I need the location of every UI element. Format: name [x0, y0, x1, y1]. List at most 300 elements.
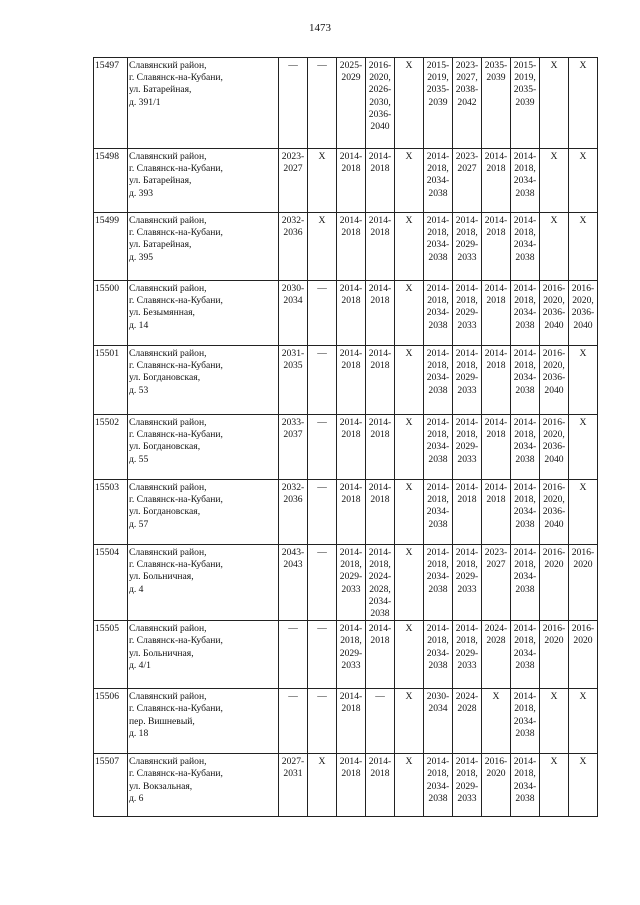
cell-line: 2033 — [457, 251, 477, 263]
address-cell — [128, 149, 279, 213]
period-cell — [395, 415, 424, 480]
cell-line: 2014- — [484, 348, 508, 359]
period-cell — [395, 689, 424, 754]
cell-line: 2020 — [486, 768, 506, 780]
cell-line: 2035 — [283, 360, 303, 372]
cell-line: 2033 — [341, 583, 361, 595]
cell-line: 2038 — [515, 518, 535, 530]
period-cell — [569, 281, 598, 346]
cell-line: 2018, — [427, 635, 449, 647]
cell-line: — — [288, 623, 298, 635]
cell-line: X — [492, 691, 500, 703]
period-cell — [366, 346, 395, 415]
period-cell — [453, 58, 482, 149]
cell-line: 2040 — [544, 453, 564, 465]
cell-line: 2018, — [514, 227, 536, 239]
cell-line: 2023- — [455, 60, 479, 71]
cell-line: д. 53 — [129, 384, 149, 396]
period-cell — [395, 545, 424, 621]
period-cell — [511, 58, 540, 149]
cell-line: — — [375, 691, 385, 703]
cell-line: д. 14 — [129, 319, 149, 331]
cell-line: 2014- — [339, 283, 363, 294]
period-cell — [511, 754, 540, 817]
period-cell — [308, 480, 337, 545]
cell-line: 2016- — [571, 547, 595, 558]
cell-line: 2028 — [457, 703, 477, 715]
cell-line: 2014- — [368, 348, 392, 359]
period-cell — [395, 346, 424, 415]
cell-line: 2032- — [281, 482, 305, 493]
cell-line: 2038 — [515, 727, 535, 739]
period-cell — [279, 480, 308, 545]
cell-line: г. Славянск-на-Кубани, — [129, 703, 223, 715]
period-cell — [424, 149, 453, 213]
cell-line: X — [405, 151, 413, 162]
period-cell — [569, 58, 598, 149]
cell-line: X — [318, 215, 326, 226]
row-number: 15500 — [94, 281, 128, 346]
table-row — [94, 689, 598, 754]
cell-line: 2014- — [426, 348, 450, 359]
cell-line: 2033 — [457, 659, 477, 671]
cell-line: — — [317, 482, 327, 493]
period-cell — [540, 346, 569, 415]
cell-line: 2019, — [514, 72, 536, 84]
period-cell — [540, 213, 569, 281]
cell-line: 2018, — [427, 768, 449, 780]
period-cell — [308, 149, 337, 213]
cell-line: 2018, — [456, 295, 478, 307]
period-cell — [482, 545, 511, 621]
cell-line: 2018 — [370, 768, 390, 780]
period-cell — [279, 149, 308, 213]
cell-line: 2043 — [283, 559, 303, 571]
cell-line: 2027- — [281, 756, 305, 768]
cell-line: X — [550, 151, 558, 162]
cell-line: 2018, — [456, 635, 478, 647]
period-cell — [453, 545, 482, 621]
cell-line: 2014- — [368, 547, 392, 558]
period-cell — [424, 754, 453, 817]
period-cell — [337, 415, 366, 480]
cell-line: 2014- — [455, 215, 479, 226]
period-cell — [279, 621, 308, 689]
row-number: 15497 — [94, 58, 128, 149]
cell-line: 2014- — [455, 756, 479, 768]
cell-line: 2020, — [369, 72, 391, 84]
table-row — [94, 480, 598, 545]
cell-line: г. Славянск-на-Кубани, — [129, 163, 223, 175]
cell-line: 2033 — [457, 319, 477, 331]
cell-line: X — [550, 215, 558, 226]
cell-line: 2029- — [339, 571, 363, 583]
cell-line: д. 55 — [129, 453, 149, 465]
cell-line: 2018 — [341, 360, 361, 372]
cell-line: 2029- — [455, 307, 479, 319]
period-cell — [511, 346, 540, 415]
cell-line: 2029- — [339, 647, 363, 659]
cell-line: 2016- — [542, 482, 566, 493]
cell-line: X — [579, 151, 587, 162]
cell-line: 2015- — [426, 60, 450, 71]
cell-line: 2015- — [513, 60, 537, 71]
cell-line: 2031- — [281, 348, 305, 359]
cell-line: 2018, — [427, 295, 449, 307]
cell-line: 2018 — [370, 429, 390, 441]
cell-line: X — [579, 756, 587, 768]
table-row — [94, 58, 598, 149]
cell-line: 2016- — [542, 623, 566, 635]
cell-line: 2038 — [515, 187, 535, 199]
cell-line: 2023- — [281, 151, 305, 162]
cell-line: 2018 — [486, 295, 506, 307]
cell-line: 2027 — [283, 163, 303, 175]
cell-line: 2014- — [368, 417, 392, 428]
period-cell — [337, 621, 366, 689]
cell-line: 2014- — [513, 151, 537, 162]
cell-line: г. Славянск-на-Кубани, — [129, 295, 223, 307]
cell-line: 2038 — [428, 251, 448, 263]
period-cell — [424, 415, 453, 480]
cell-line: 2018, — [427, 360, 449, 372]
cell-line: 2018, — [514, 703, 536, 715]
period-cell — [395, 281, 424, 346]
period-cell — [366, 58, 395, 149]
period-cell — [511, 621, 540, 689]
cell-line: 2034- — [426, 307, 450, 319]
cell-line: 2029- — [455, 441, 479, 453]
cell-line: 2014- — [339, 151, 363, 162]
cell-line: 2014- — [426, 623, 450, 635]
cell-line: 2014- — [339, 691, 363, 703]
cell-line: 2018 — [341, 163, 361, 175]
cell-line: 2016- — [571, 283, 595, 294]
address-cell — [128, 621, 279, 689]
period-cell — [337, 149, 366, 213]
cell-line: 2014- — [368, 482, 392, 493]
cell-line: 2014- — [426, 547, 450, 558]
period-cell — [395, 754, 424, 817]
cell-line: X — [579, 60, 587, 71]
cell-line: 2034- — [426, 571, 450, 583]
cell-line: 2029- — [455, 239, 479, 251]
cell-line: 2018, — [514, 163, 536, 175]
period-cell — [511, 545, 540, 621]
period-cell — [540, 149, 569, 213]
period-cell — [511, 213, 540, 281]
cell-line: д. 393 — [129, 187, 154, 199]
period-cell — [540, 621, 569, 689]
row-number: 15501 — [94, 346, 128, 415]
cell-line: 2018 — [370, 635, 390, 647]
cell-line: 2034 — [283, 295, 303, 307]
cell-line: 2034- — [426, 372, 450, 384]
cell-line: 2018, — [340, 635, 362, 647]
cell-line: 2014- — [426, 417, 450, 428]
cell-line: 2014- — [513, 348, 537, 359]
period-cell — [279, 754, 308, 817]
cell-line: 2038 — [370, 608, 390, 620]
cell-line: 2040 — [544, 518, 564, 530]
cell-line: д. 391/1 — [129, 96, 161, 108]
period-cell — [569, 346, 598, 415]
cell-line: 2014- — [513, 482, 537, 493]
cell-line: ул. Вокзальная, — [129, 780, 193, 792]
table-row — [94, 149, 598, 213]
cell-line: 2018, — [514, 494, 536, 506]
cell-line: 2014- — [339, 756, 363, 768]
register-table-body — [94, 58, 598, 817]
cell-line: 2016- — [484, 756, 508, 768]
address-cell — [128, 58, 279, 149]
cell-line: 2040 — [573, 319, 593, 331]
cell-line: ул. Богдановская, — [129, 372, 201, 384]
period-cell — [569, 689, 598, 754]
cell-line: 2034- — [513, 780, 537, 792]
period-cell — [540, 545, 569, 621]
period-cell — [337, 58, 366, 149]
cell-line: X — [579, 215, 587, 226]
cell-line: г. Славянск-на-Кубани, — [129, 768, 223, 780]
period-cell — [540, 415, 569, 480]
cell-line: 2018 — [370, 360, 390, 372]
cell-line: — — [288, 60, 298, 71]
period-cell — [279, 545, 308, 621]
cell-line: 2034- — [513, 571, 537, 583]
cell-line: 2014- — [368, 151, 392, 162]
period-cell — [308, 621, 337, 689]
cell-line: 2018, — [456, 559, 478, 571]
cell-line: 2030- — [426, 691, 450, 703]
cell-line: X — [405, 623, 413, 635]
cell-line: 2014- — [513, 547, 537, 558]
cell-line: 2038 — [428, 792, 448, 804]
period-cell — [366, 754, 395, 817]
cell-line: 2038 — [428, 187, 448, 199]
cell-line: Славянский район, — [129, 623, 207, 635]
period-cell — [482, 415, 511, 480]
cell-line: 2034- — [513, 715, 537, 727]
cell-line: 2014- — [513, 283, 537, 294]
cell-line: 2018 — [486, 227, 506, 239]
cell-line: 2018 — [341, 494, 361, 506]
cell-line: 2035- — [484, 60, 508, 71]
cell-line: 2033 — [457, 384, 477, 396]
period-cell — [337, 213, 366, 281]
cell-line: X — [405, 756, 413, 768]
cell-line: 2020, — [543, 429, 565, 441]
cell-line: 2040 — [544, 319, 564, 331]
period-cell — [366, 149, 395, 213]
cell-line: 2038- — [455, 84, 479, 96]
cell-line: д. 57 — [129, 518, 149, 530]
cell-line: Славянский район, — [129, 283, 207, 294]
cell-line: X — [579, 691, 587, 703]
period-cell — [482, 621, 511, 689]
table-row — [94, 213, 598, 281]
cell-line: 2034- — [426, 239, 450, 251]
cell-line: X — [405, 283, 413, 294]
period-cell — [279, 58, 308, 149]
cell-line: 2032- — [281, 215, 305, 226]
cell-line: X — [405, 348, 413, 359]
cell-line: 2020 — [544, 559, 564, 571]
address-cell — [128, 689, 279, 754]
cell-line: 2018, — [456, 429, 478, 441]
cell-line: X — [405, 691, 413, 703]
cell-line: 2020, — [543, 295, 565, 307]
cell-line: 2018 — [370, 494, 390, 506]
cell-line: 2014- — [426, 482, 450, 493]
table-row — [94, 754, 598, 817]
cell-line: 2016- — [542, 348, 566, 359]
cell-line: пер. Вишневый, — [129, 715, 195, 727]
period-cell — [511, 480, 540, 545]
cell-line: Славянский район, — [129, 547, 207, 558]
cell-line: 2034- — [426, 441, 450, 453]
cell-line: 2036 — [283, 227, 303, 239]
table-row — [94, 281, 598, 346]
cell-line: 2036- — [571, 307, 595, 319]
cell-line: 2024- — [368, 571, 392, 583]
cell-line: 2033 — [457, 453, 477, 465]
cell-line: ул. Батарейная, — [129, 175, 192, 187]
table-row — [94, 545, 598, 621]
cell-line: ул. Больничная, — [129, 571, 194, 583]
cell-line: 2018 — [341, 703, 361, 715]
period-cell — [453, 281, 482, 346]
period-cell — [540, 754, 569, 817]
cell-line: 2036 — [283, 494, 303, 506]
row-number: 15505 — [94, 621, 128, 689]
register-table — [93, 57, 598, 817]
cell-line: г. Славянск-на-Кубани, — [129, 72, 223, 84]
cell-line: — — [288, 691, 298, 703]
period-cell — [279, 281, 308, 346]
cell-line: 2038 — [428, 384, 448, 396]
cell-line: 2034- — [426, 175, 450, 187]
cell-line: 2036- — [542, 506, 566, 518]
cell-line: 2018 — [341, 429, 361, 441]
period-cell — [453, 621, 482, 689]
cell-line: 2035- — [513, 84, 537, 96]
period-cell — [569, 754, 598, 817]
cell-line: X — [405, 215, 413, 226]
period-cell — [366, 415, 395, 480]
cell-line: 2014- — [484, 283, 508, 294]
cell-line: 2029- — [455, 372, 479, 384]
cell-line: 2034 — [428, 703, 448, 715]
cell-line: Славянский район, — [129, 215, 207, 226]
cell-line: 2034- — [368, 595, 392, 607]
period-cell — [482, 754, 511, 817]
period-cell — [569, 480, 598, 545]
cell-line: — — [317, 283, 327, 294]
cell-line: Славянский район, — [129, 417, 207, 428]
cell-line: X — [405, 482, 413, 493]
cell-line: 2027 — [486, 559, 506, 571]
period-cell — [395, 480, 424, 545]
period-cell — [308, 754, 337, 817]
period-cell — [569, 415, 598, 480]
cell-line: 2023- — [455, 151, 479, 162]
period-cell — [424, 621, 453, 689]
period-cell — [308, 689, 337, 754]
cell-line: 2014- — [484, 215, 508, 226]
cell-line: 2014- — [426, 151, 450, 162]
period-cell — [482, 689, 511, 754]
cell-line: ул. Батарейная, — [129, 239, 192, 251]
cell-line: 2036- — [368, 108, 392, 120]
period-cell — [569, 621, 598, 689]
cell-line: 2035- — [426, 84, 450, 96]
cell-line: 2034- — [513, 239, 537, 251]
cell-line: 2014- — [455, 547, 479, 558]
cell-line: 2034- — [513, 307, 537, 319]
cell-line: 2014- — [426, 756, 450, 768]
period-cell — [395, 621, 424, 689]
cell-line: 2018 — [486, 360, 506, 372]
cell-line: 2014- — [455, 417, 479, 428]
cell-line: 2018, — [456, 227, 478, 239]
cell-line: Славянский район, — [129, 691, 207, 703]
page-number: 1473 — [309, 22, 331, 34]
cell-line: 2014- — [339, 482, 363, 493]
cell-line: 2014- — [339, 215, 363, 226]
cell-line: 2038 — [515, 251, 535, 263]
period-cell — [308, 545, 337, 621]
period-cell — [366, 213, 395, 281]
cell-line: 2023- — [484, 547, 508, 558]
cell-line: г. Славянск-на-Кубани, — [129, 360, 223, 372]
period-cell — [424, 480, 453, 545]
cell-line: 2020 — [544, 635, 564, 647]
cell-line: 2034- — [513, 175, 537, 187]
address-cell — [128, 754, 279, 817]
cell-line: 2034- — [513, 647, 537, 659]
cell-line: X — [579, 417, 587, 428]
cell-line: 2018 — [457, 494, 477, 506]
cell-line: г. Славянск-на-Кубани, — [129, 494, 223, 506]
cell-line: д. 395 — [129, 251, 154, 263]
period-cell — [279, 346, 308, 415]
cell-line: 2028 — [486, 635, 506, 647]
cell-line: 2036- — [542, 307, 566, 319]
cell-line: 2038 — [515, 583, 535, 595]
cell-line: 2014- — [513, 756, 537, 768]
cell-line: 2030- — [281, 283, 305, 294]
cell-line: 2038 — [428, 583, 448, 595]
row-number: 15499 — [94, 213, 128, 281]
address-cell — [128, 213, 279, 281]
cell-line: 2034- — [513, 372, 537, 384]
cell-line: 2020 — [573, 559, 593, 571]
cell-line: 2018 — [341, 227, 361, 239]
cell-line: 2014- — [368, 623, 392, 635]
period-cell — [482, 346, 511, 415]
cell-line: г. Славянск-на-Кубани, — [129, 429, 223, 441]
period-cell — [453, 754, 482, 817]
period-cell — [569, 213, 598, 281]
address-cell — [128, 415, 279, 480]
period-cell — [424, 545, 453, 621]
cell-line: г. Славянск-на-Кубани, — [129, 559, 223, 571]
period-cell — [482, 480, 511, 545]
cell-line: 2038 — [515, 659, 535, 671]
cell-line: Славянский район, — [129, 60, 207, 71]
cell-line: г. Славянск-на-Кубани, — [129, 227, 223, 239]
